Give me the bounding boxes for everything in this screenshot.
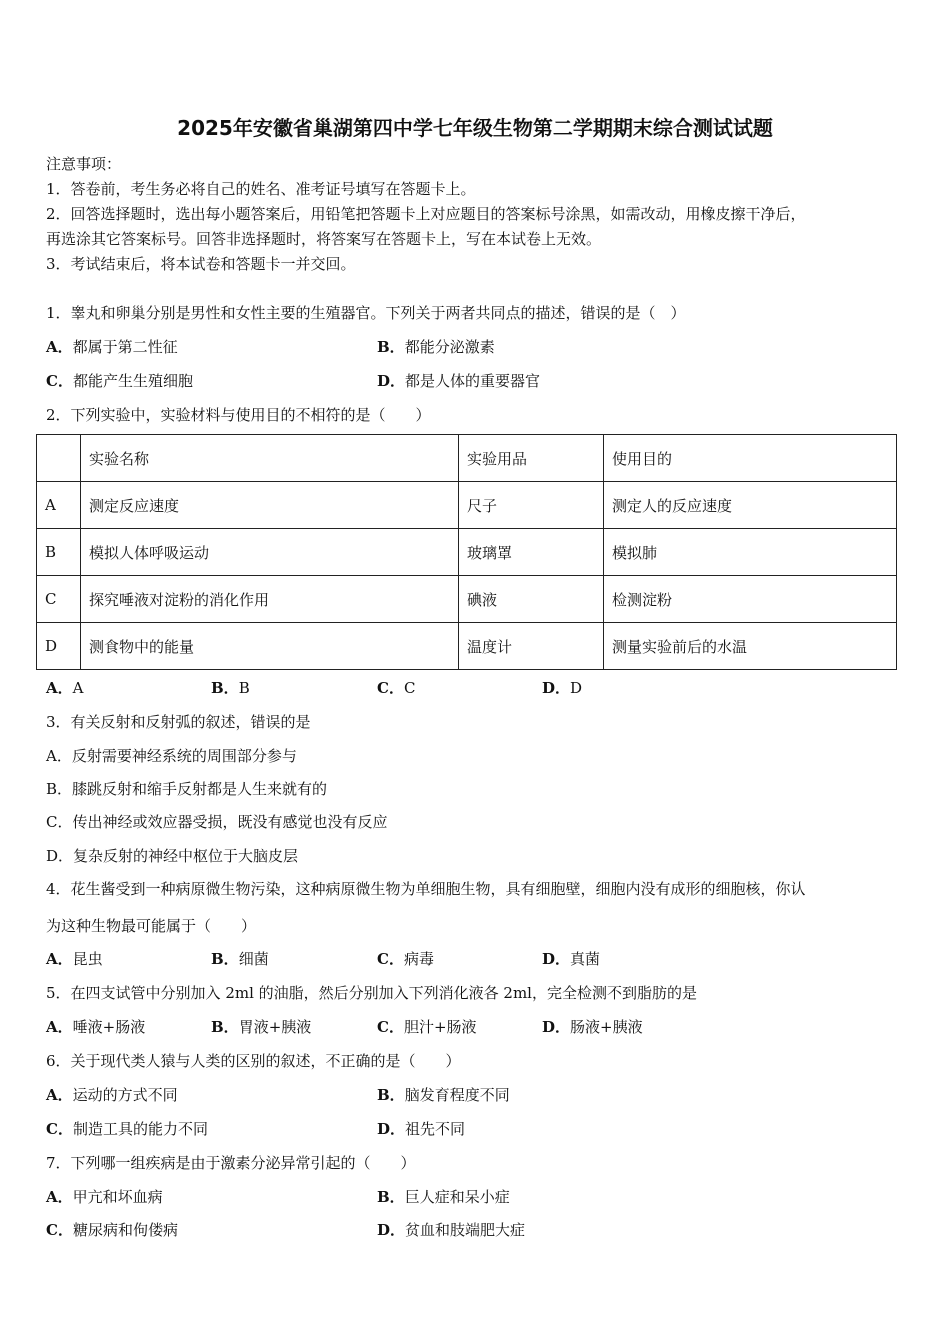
option-letter: B． bbox=[211, 1018, 239, 1036]
option-letter: C． bbox=[46, 1221, 73, 1239]
question-3-stem: 3．有关反射和反射弧的叙述，错误的是 bbox=[46, 713, 311, 731]
option-text: 糖尿病和佝偻病 bbox=[72, 1221, 178, 1239]
notice-heading: 注意事项： bbox=[46, 155, 122, 173]
table-row bbox=[37, 576, 897, 623]
option-letter: B． bbox=[377, 1086, 405, 1104]
table-cell: B bbox=[37, 529, 81, 576]
option-text: 都能分泌激素 bbox=[404, 338, 495, 356]
q2-option-d bbox=[542, 677, 582, 698]
option-letter: B． bbox=[377, 338, 405, 356]
q5-option-c bbox=[377, 1016, 477, 1037]
option-letter: A． bbox=[46, 1188, 73, 1206]
option-letter: A． bbox=[46, 1086, 73, 1104]
option-letter: D． bbox=[377, 1120, 406, 1138]
question-2-stem: 2．下列实验中，实验材料与使用目的不相符的是（ ） bbox=[46, 406, 431, 424]
table-cell: 尺子 bbox=[459, 482, 604, 529]
table-cell: 玻璃罩 bbox=[459, 529, 604, 576]
option-letter: D． bbox=[377, 372, 406, 390]
table-cell: 探究唾液对淀粉的消化作用 bbox=[81, 576, 459, 623]
option-letter: C． bbox=[377, 950, 404, 968]
question-1-stem: 1．睾丸和卵巢分别是男性和女性主要的生殖器官。下列关于两者共同点的描述，错误的是（ ） bbox=[46, 304, 686, 322]
option-text: 贫血和肢端肥大症 bbox=[405, 1221, 526, 1239]
q7-option-b bbox=[377, 1186, 510, 1207]
table-row bbox=[37, 529, 897, 576]
option-letter: A． bbox=[46, 950, 73, 968]
q1-option-a bbox=[46, 336, 178, 357]
option-letter: C． bbox=[377, 679, 404, 697]
q6-option-d bbox=[377, 1118, 465, 1139]
notice-item: 3．考试结束后，将本试卷和答题卡一并交回。 bbox=[46, 255, 356, 273]
option-text: 胃液+胰液 bbox=[238, 1018, 312, 1036]
option-letter: D． bbox=[377, 1221, 406, 1239]
option-text: 甲亢和坏血病 bbox=[72, 1188, 163, 1206]
q5-option-d bbox=[542, 1016, 643, 1037]
question-6-stem: 6．关于现代类人猿与人类的区别的叙述，不正确的是（ ） bbox=[46, 1052, 461, 1070]
q6-option-a bbox=[46, 1084, 178, 1105]
table-cell: 测量实验前后的水温 bbox=[604, 623, 897, 670]
option-text: 肠液+胰液 bbox=[570, 1018, 643, 1036]
page-title: 2025年安徽省巢湖第四中学七年级生物第二学期期末综合测试试题 bbox=[177, 116, 773, 140]
q2-option-b bbox=[211, 677, 250, 698]
q3-option-d: D．复杂反射的神经中枢位于大脑皮层 bbox=[46, 847, 299, 865]
table-cell: 模拟人体呼吸运动 bbox=[81, 529, 459, 576]
option-letter: D． bbox=[542, 1018, 571, 1036]
q4-option-d bbox=[542, 948, 600, 969]
option-letter: C． bbox=[46, 1120, 73, 1138]
option-text: 都属于第二性征 bbox=[72, 338, 178, 356]
option-text: 昆虫 bbox=[72, 950, 103, 968]
option-letter: A． bbox=[46, 679, 73, 697]
q7-option-c bbox=[46, 1219, 178, 1240]
notice-item: 再选涂其它答案标号。回答非选择题时，将答案写在答题卡上，写在本试卷上无效。 bbox=[46, 230, 602, 248]
table-header-cell: 实验用品 bbox=[459, 435, 604, 482]
option-text: 制造工具的能力不同 bbox=[72, 1120, 208, 1138]
q7-option-a bbox=[46, 1186, 163, 1207]
q2-option-a bbox=[46, 677, 83, 698]
option-letter: D． bbox=[542, 950, 571, 968]
table-cell: 碘液 bbox=[459, 576, 604, 623]
option-text: D bbox=[570, 679, 583, 697]
table-cell: 测食物中的能量 bbox=[81, 623, 459, 670]
q6-option-c bbox=[46, 1118, 208, 1139]
option-text: B bbox=[238, 679, 250, 697]
option-letter: B． bbox=[211, 679, 239, 697]
option-letter: D． bbox=[542, 679, 571, 697]
q4-option-c bbox=[377, 948, 434, 969]
q4-option-a bbox=[46, 948, 103, 969]
table-cell: 测定反应速度 bbox=[81, 482, 459, 529]
option-letter: A． bbox=[46, 338, 73, 356]
table-cell: 温度计 bbox=[459, 623, 604, 670]
option-letter: C． bbox=[377, 1018, 404, 1036]
option-text: 脑发育程度不同 bbox=[404, 1086, 510, 1104]
q3-option-c: C．传出神经或效应器受损，既没有感觉也没有反应 bbox=[46, 813, 388, 831]
q1-option-b bbox=[377, 336, 495, 357]
question-5-stem: 5．在四支试管中分别加入 2ml 的油脂，然后分别加入下列消化液各 2ml，完全检测不到脂肪的是 bbox=[46, 984, 697, 1002]
option-text: 巨人症和呆小症 bbox=[404, 1188, 510, 1206]
q4-option-b bbox=[211, 948, 269, 969]
q1-option-c bbox=[46, 370, 193, 391]
table-cell: C bbox=[37, 576, 81, 623]
option-text: 都能产生生殖细胞 bbox=[72, 372, 193, 390]
table-cell: A bbox=[37, 482, 81, 529]
table-header-cell: 实验名称 bbox=[81, 435, 459, 482]
table-cell: 测定人的反应速度 bbox=[604, 482, 897, 529]
q3-option-b: B．膝跳反射和缩手反射都是人生来就有的 bbox=[46, 780, 328, 798]
option-text: 运动的方式不同 bbox=[72, 1086, 178, 1104]
notice-item: 1．答卷前，考生务必将自己的姓名、准考证号填写在答题卡上。 bbox=[46, 180, 476, 198]
option-text: 祖先不同 bbox=[405, 1120, 466, 1138]
option-text: 胆汁+肠液 bbox=[403, 1018, 477, 1036]
option-letter: B． bbox=[211, 950, 239, 968]
q5-option-a bbox=[46, 1016, 145, 1037]
table-header-cell: 使用目的 bbox=[604, 435, 897, 482]
q3-option-a: A．反射需要神经系统的周围部分参与 bbox=[46, 747, 297, 765]
option-text: 唾液+肠液 bbox=[72, 1018, 146, 1036]
option-text: 真菌 bbox=[570, 950, 601, 968]
option-text: A bbox=[72, 679, 84, 697]
q5-option-b bbox=[211, 1016, 311, 1037]
notice-item: 2．回答选择题时，选出每小题答案后，用铅笔把答题卡上对应题目的答案标号涂黑，如需改动，用橡皮擦干净后， bbox=[46, 205, 806, 223]
option-text: 细菌 bbox=[238, 950, 269, 968]
option-text: 都是人体的重要器官 bbox=[405, 372, 541, 390]
q7-option-d bbox=[377, 1219, 525, 1240]
question-4-stem: 4．花生酱受到一种病原微生物污染，这种病原微生物为单细胞生物，具有细胞壁，细胞内没有成形的细胞核，你认 bbox=[46, 880, 806, 898]
table-cell: 检测淀粉 bbox=[604, 576, 897, 623]
q2-option-c bbox=[377, 677, 415, 698]
table-header-cell bbox=[37, 435, 81, 482]
q1-option-d bbox=[377, 370, 540, 391]
option-text: 病毒 bbox=[403, 950, 434, 968]
q6-option-b bbox=[377, 1084, 510, 1105]
question-7-stem: 7．下列哪一组疾病是由于激素分泌异常引起的（ ） bbox=[46, 1154, 416, 1172]
option-letter: B． bbox=[377, 1188, 405, 1206]
question-4-stem-continued: 为这种生物最可能属于（ ） bbox=[46, 917, 257, 935]
experiment-table bbox=[36, 434, 897, 670]
option-text: C bbox=[403, 679, 416, 697]
table-cell: 模拟肺 bbox=[604, 529, 897, 576]
option-letter: A． bbox=[46, 1018, 73, 1036]
table-row bbox=[37, 482, 897, 529]
table-header-row bbox=[37, 435, 897, 482]
table-row bbox=[37, 623, 897, 670]
option-letter: C． bbox=[46, 372, 73, 390]
table-cell: D bbox=[37, 623, 81, 670]
